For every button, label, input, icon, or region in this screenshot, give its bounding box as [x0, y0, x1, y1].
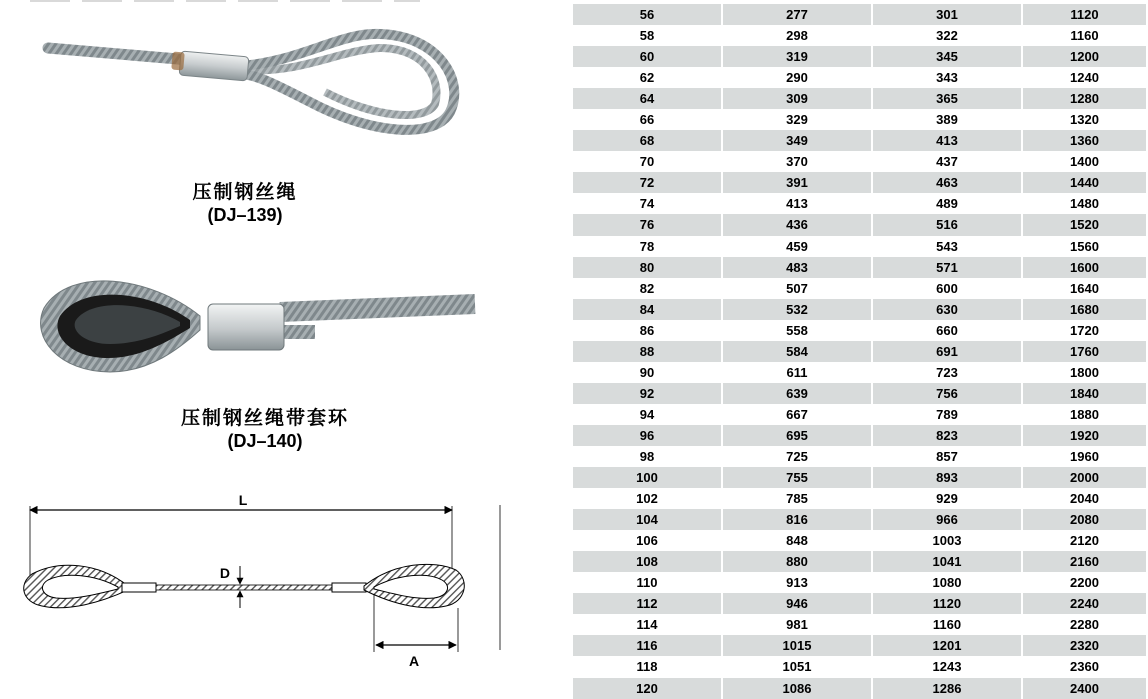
table-cell: 1086 [723, 678, 871, 699]
table-cell: 1280 [1023, 88, 1146, 109]
product-caption-dj140 [140, 406, 390, 452]
wire-rope-with-thimble-image [30, 268, 480, 388]
cropped-heading-fragment [30, 0, 420, 2]
table-cell: 2280 [1023, 614, 1146, 635]
table-cell: 880 [723, 551, 871, 572]
table-cell: 543 [873, 236, 1021, 257]
table-cell: 60 [573, 46, 721, 67]
table-cell: 755 [723, 467, 871, 488]
table-cell: 1960 [1023, 446, 1146, 467]
table-cell: 70 [573, 151, 721, 172]
table-cell: 120 [573, 678, 721, 699]
table-cell: 114 [573, 614, 721, 635]
table-row [573, 25, 1146, 46]
table-row [573, 46, 1146, 67]
table-cell: 1640 [1023, 278, 1146, 299]
table-row [573, 257, 1146, 278]
table-cell: 2160 [1023, 551, 1146, 572]
table-cell: 1720 [1023, 320, 1146, 341]
table-row [573, 67, 1146, 88]
table-cell: 966 [873, 509, 1021, 530]
table-row [573, 320, 1146, 341]
table-cell: 660 [873, 320, 1021, 341]
table-row [573, 404, 1146, 425]
table-cell: 66 [573, 109, 721, 130]
table-row [573, 193, 1146, 214]
table-cell: 309 [723, 88, 871, 109]
spec-table-body [573, 4, 1146, 699]
table-cell: 1003 [873, 530, 1021, 551]
table-cell: 2400 [1023, 678, 1146, 699]
table-row [573, 278, 1146, 299]
table-cell: 1600 [1023, 257, 1146, 278]
table-cell: 691 [873, 341, 1021, 362]
table-cell: 1200 [1023, 46, 1146, 67]
table-row [573, 130, 1146, 151]
table-cell: 725 [723, 446, 871, 467]
table-cell: 1120 [1023, 4, 1146, 25]
table-row [573, 299, 1146, 320]
table-row [573, 656, 1146, 677]
table-row [573, 551, 1146, 572]
product-code: (DJ–139) [207, 205, 283, 225]
table-cell: 1440 [1023, 172, 1146, 193]
table-cell: 600 [873, 278, 1021, 299]
table-cell: 1840 [1023, 383, 1146, 404]
table-cell: 558 [723, 320, 871, 341]
table-cell: 98 [573, 446, 721, 467]
table-cell: 1120 [873, 593, 1021, 614]
table-cell: 56 [573, 4, 721, 25]
table-row [573, 530, 1146, 551]
table-cell: 2120 [1023, 530, 1146, 551]
table-cell: 981 [723, 614, 871, 635]
table-cell: 516 [873, 214, 1021, 235]
table-cell: 389 [873, 109, 1021, 130]
table-row [573, 572, 1146, 593]
table-row [573, 172, 1146, 193]
spec-table [571, 4, 1148, 699]
table-row [573, 341, 1146, 362]
table-cell: 413 [873, 130, 1021, 151]
table-row [573, 4, 1146, 25]
table-cell: 94 [573, 404, 721, 425]
table-cell: 611 [723, 362, 871, 383]
table-cell: 1800 [1023, 362, 1146, 383]
table-row [573, 362, 1146, 383]
table-cell: 1400 [1023, 151, 1146, 172]
product-code: (DJ–140) [227, 431, 303, 451]
table-cell: 68 [573, 130, 721, 151]
table-cell: 92 [573, 383, 721, 404]
table-cell: 1160 [873, 614, 1021, 635]
table-cell: 1880 [1023, 404, 1146, 425]
table-cell: 1080 [873, 572, 1021, 593]
table-cell: 102 [573, 488, 721, 509]
table-cell: 100 [573, 467, 721, 488]
table-cell: 391 [723, 172, 871, 193]
table-row [573, 109, 1146, 130]
table-cell: 2240 [1023, 593, 1146, 614]
length-label: L [238, 492, 248, 508]
table-cell: 345 [873, 46, 1021, 67]
table-cell: 1015 [723, 635, 871, 656]
table-row [573, 678, 1146, 699]
table-cell: 82 [573, 278, 721, 299]
table-cell: 1520 [1023, 214, 1146, 235]
table-cell: 298 [723, 25, 871, 46]
table-cell: 946 [723, 593, 871, 614]
table-cell: 695 [723, 425, 871, 446]
table-cell: 1560 [1023, 236, 1146, 257]
eye-length-label: A [408, 653, 420, 669]
table-cell: 436 [723, 214, 871, 235]
table-row [573, 236, 1146, 257]
table-cell: 88 [573, 341, 721, 362]
table-row [573, 614, 1146, 635]
table-cell: 108 [573, 551, 721, 572]
table-row [573, 446, 1146, 467]
dimension-diagram [18, 490, 508, 680]
table-row [573, 467, 1146, 488]
table-cell: 1041 [873, 551, 1021, 572]
table-cell: 483 [723, 257, 871, 278]
spec-table-container [571, 4, 1148, 699]
table-cell: 667 [723, 404, 871, 425]
table-cell: 1760 [1023, 341, 1146, 362]
table-cell: 365 [873, 88, 1021, 109]
diameter-label: D [219, 565, 230, 581]
table-row [573, 425, 1146, 446]
table-cell: 785 [723, 488, 871, 509]
table-row [573, 635, 1146, 656]
table-cell: 90 [573, 362, 721, 383]
table-cell: 58 [573, 25, 721, 46]
product-name: 压制钢丝绳带套环 [180, 407, 349, 429]
table-cell: 437 [873, 151, 1021, 172]
table-cell: 723 [873, 362, 1021, 383]
table-cell: 756 [873, 383, 1021, 404]
table-cell: 118 [573, 656, 721, 677]
table-cell: 2200 [1023, 572, 1146, 593]
table-row [573, 214, 1146, 235]
table-cell: 630 [873, 299, 1021, 320]
table-cell: 571 [873, 257, 1021, 278]
table-cell: 1360 [1023, 130, 1146, 151]
table-cell: 84 [573, 299, 721, 320]
product-caption-dj139 [140, 180, 350, 226]
table-cell: 74 [573, 193, 721, 214]
table-cell: 532 [723, 299, 871, 320]
table-row [573, 88, 1146, 109]
table-cell: 913 [723, 572, 871, 593]
table-cell: 1920 [1023, 425, 1146, 446]
table-cell: 349 [723, 130, 871, 151]
table-cell: 106 [573, 530, 721, 551]
table-cell: 104 [573, 509, 721, 530]
table-cell: 1480 [1023, 193, 1146, 214]
table-cell: 507 [723, 278, 871, 299]
table-row [573, 151, 1146, 172]
table-cell: 639 [723, 383, 871, 404]
table-row [573, 593, 1146, 614]
table-cell: 1051 [723, 656, 871, 677]
table-cell: 893 [873, 467, 1021, 488]
table-cell: 789 [873, 404, 1021, 425]
table-cell: 86 [573, 320, 721, 341]
table-row [573, 488, 1146, 509]
table-cell: 110 [573, 572, 721, 593]
pressed-wire-rope-image [40, 22, 470, 152]
table-cell: 290 [723, 67, 871, 88]
table-cell: 2360 [1023, 656, 1146, 677]
table-cell: 64 [573, 88, 721, 109]
product-name: 压制钢丝绳 [192, 181, 298, 203]
table-cell: 857 [873, 446, 1021, 467]
table-cell: 319 [723, 46, 871, 67]
table-cell: 96 [573, 425, 721, 446]
table-cell: 322 [873, 25, 1021, 46]
table-cell: 584 [723, 341, 871, 362]
table-cell: 112 [573, 593, 721, 614]
table-cell: 816 [723, 509, 871, 530]
table-cell: 343 [873, 67, 1021, 88]
table-cell: 1243 [873, 656, 1021, 677]
table-cell: 301 [873, 4, 1021, 25]
table-cell: 80 [573, 257, 721, 278]
table-cell: 463 [873, 172, 1021, 193]
table-cell: 848 [723, 530, 871, 551]
product-panel [0, 0, 560, 698]
table-cell: 929 [873, 488, 1021, 509]
table-cell: 76 [573, 214, 721, 235]
table-cell: 1160 [1023, 25, 1146, 46]
table-cell: 413 [723, 193, 871, 214]
table-cell: 1201 [873, 635, 1021, 656]
table-cell: 2000 [1023, 467, 1146, 488]
table-cell: 62 [573, 67, 721, 88]
table-row [573, 509, 1146, 530]
table-cell: 823 [873, 425, 1021, 446]
table-cell: 2040 [1023, 488, 1146, 509]
table-cell: 2080 [1023, 509, 1146, 530]
table-cell: 1680 [1023, 299, 1146, 320]
table-cell: 78 [573, 236, 721, 257]
table-cell: 2320 [1023, 635, 1146, 656]
table-cell: 459 [723, 236, 871, 257]
table-cell: 370 [723, 151, 871, 172]
table-cell: 329 [723, 109, 871, 130]
table-cell: 1286 [873, 678, 1021, 699]
table-cell: 277 [723, 4, 871, 25]
table-cell: 1240 [1023, 67, 1146, 88]
table-cell: 116 [573, 635, 721, 656]
table-cell: 489 [873, 193, 1021, 214]
table-row [573, 383, 1146, 404]
table-cell: 72 [573, 172, 721, 193]
table-cell: 1320 [1023, 109, 1146, 130]
